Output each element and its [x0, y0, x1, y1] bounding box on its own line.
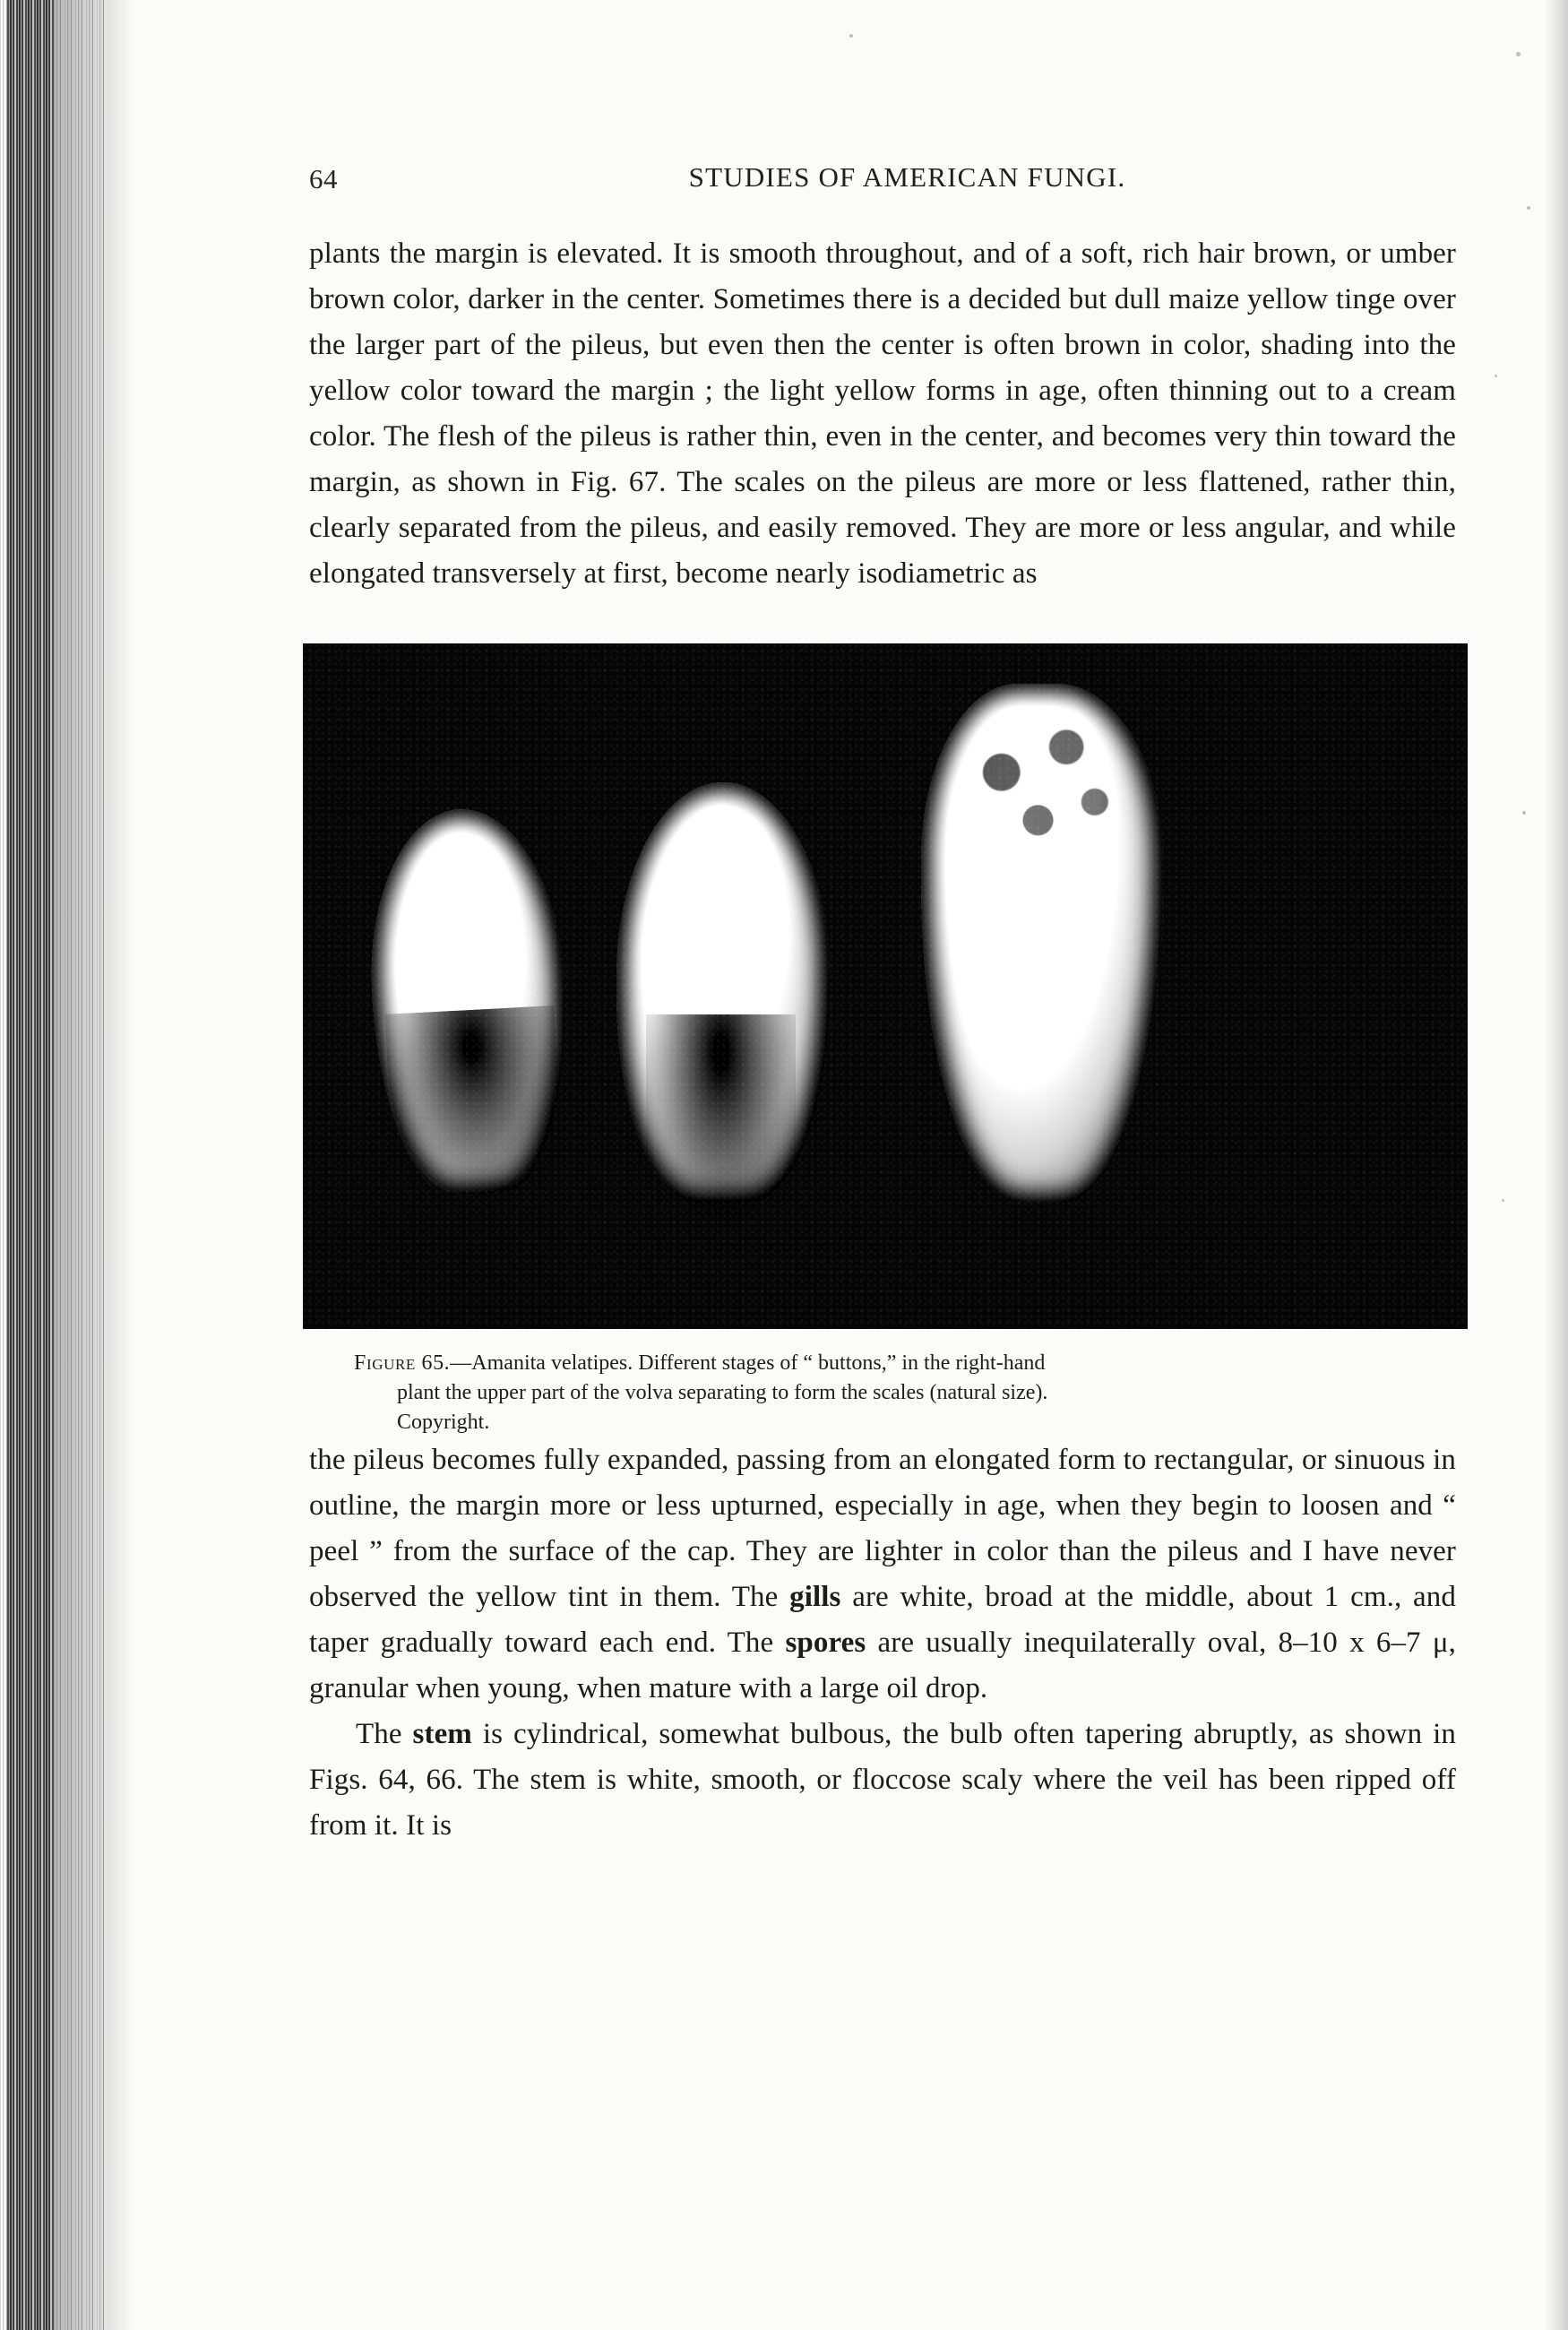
figure-caption — [354, 1349, 1438, 1437]
scan-speck — [1516, 52, 1521, 56]
figure-photograph — [303, 643, 1468, 1329]
paragraph-second — [309, 1437, 1456, 1712]
scan-speck — [1502, 1199, 1504, 1202]
mushroom-button-center — [616, 782, 830, 1204]
figure-caption-line1: —Amanita velatipes. Different stages of “ buttons,” in the right-hand — [450, 1351, 1046, 1375]
paragraph-second-part3: are usually inequilaterally oval, 8–10 x 6–7 μ, granular when young, when mature with a large oil drop. — [309, 1627, 1456, 1704]
page-number: 64 — [309, 163, 338, 194]
mushroom-button-right — [921, 684, 1163, 1204]
figure-caption-line2: plant the upper part of the volva separating to form the scales (natural size). — [397, 1381, 1048, 1404]
paragraph-third-part1: The — [356, 1718, 413, 1750]
page-gutter-dark-band — [7, 0, 54, 2330]
text-column — [309, 143, 1456, 1849]
term-spores: spores — [785, 1627, 866, 1659]
running-head-title: STUDIES OF AMERICAN FUNGI. — [688, 161, 1126, 193]
scan-speck — [1522, 811, 1526, 815]
term-gills: gills — [789, 1581, 841, 1613]
term-stem: stem — [412, 1718, 472, 1750]
paragraph-second-part2: are white, broad at the middle, about 1 cm., and taper gradually toward each end. The — [309, 1581, 1456, 1659]
paragraph-third — [309, 1712, 1456, 1849]
paragraph-third-part2: is cylindrical, somewhat bulbous, the bulb often tapering abruptly, as shown in Figs. 64, 66. The stem is white, smooth, or floccose scaly where the veil has been ripped off from it. It is — [309, 1718, 1456, 1842]
figure-caption-label: Figure 65. — [354, 1351, 451, 1375]
figure-caption-line3: Copyright. — [397, 1411, 490, 1434]
mushroom-button-left — [363, 805, 575, 1200]
page-right-edge-shadow — [1545, 0, 1568, 2330]
scan-speck — [1527, 206, 1530, 210]
running-head — [309, 143, 1456, 197]
page-gutter-shadow — [54, 0, 134, 2330]
scan-speck — [1495, 375, 1497, 377]
scan-speck — [849, 34, 853, 38]
figure-65 — [309, 643, 1456, 1437]
paragraph-second-part1: the pileus becomes fully expanded, passing from an elongated form to rectangular, or sinuous in outline, the margin more or less upturned, especially in age, when they begin to loosen and “ peel ” from the surface of the cap. They are lighter in color than the pileus and I have never observed the yellow tint in them. The — [309, 1444, 1456, 1613]
paragraph-first: plants the margin is elevated. It is smooth throughout, and of a soft, rich hair brown, or umber brown color, darker in the center. Sometimes there is a decided but dull maize yellow tinge over the larger part of the pileus, but even then the center is often brown in color, shading into the yellow color toward the margin ; the light yellow forms in age, often thinning out to a cream color. The flesh of the pileus is rather thin, even in the center, and becomes very thin toward the margin, as shown in Fig. 67. The scales on the pileus are more or less flattened, rather thin, clearly separated from the pileus, and easily removed. They are more or less angular, and while elongated transversely at first, become nearly isodiametric as — [309, 237, 1456, 590]
